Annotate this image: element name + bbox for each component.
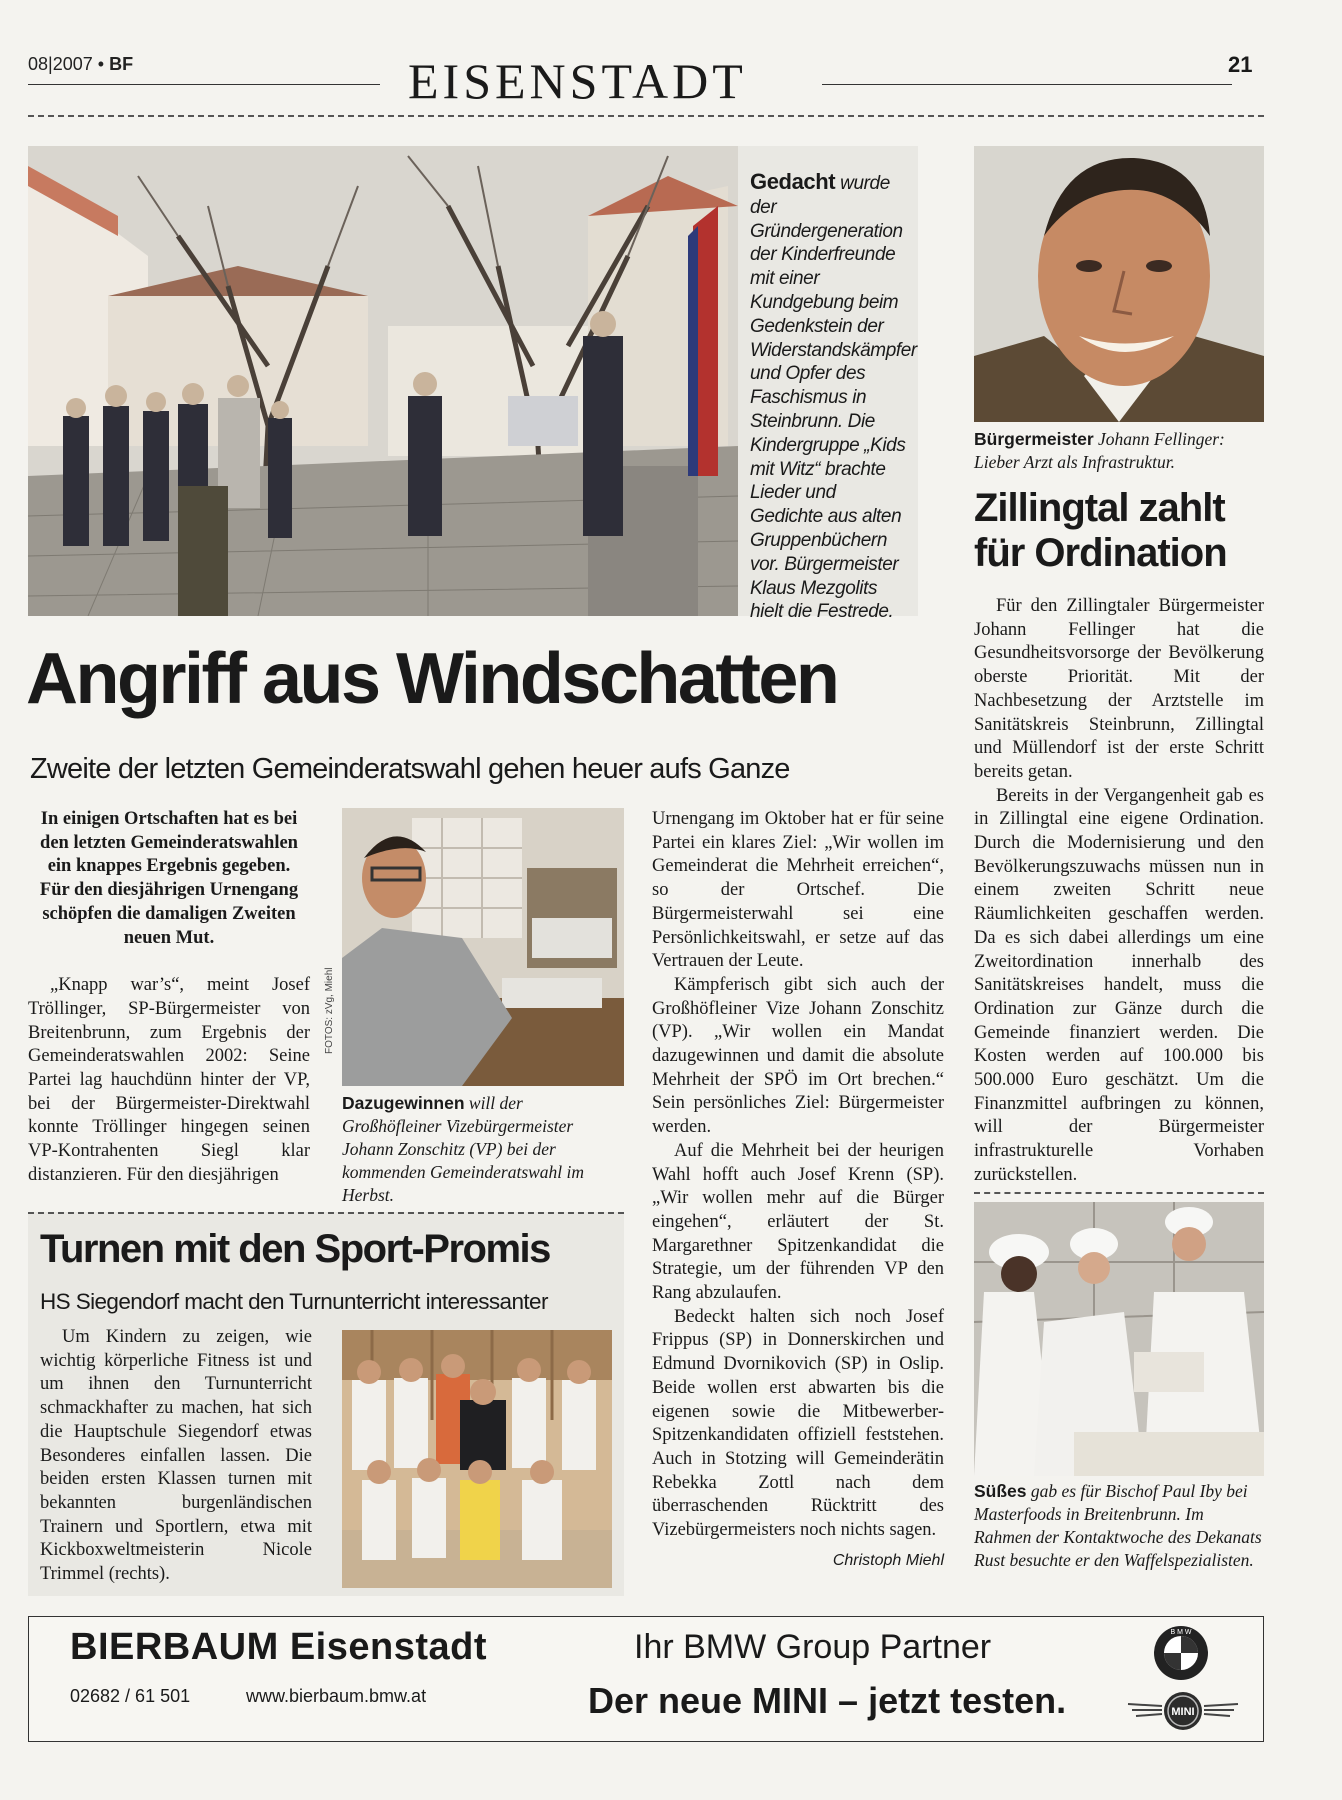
zonschitz-caption-bold: Dazugewinnen — [342, 1093, 465, 1113]
portrait-caption — [974, 428, 1264, 474]
computer-photo-drawing — [342, 808, 624, 1086]
masterfoods-caption-text: gab es für Bischof Paul Iby bei Masterfoods in Breitenbrunn. Im Rahmen der Kontaktwoche des Dekanats Rust besuchte er den Waffelspezialisten. — [974, 1481, 1262, 1570]
mini-logo-icon — [1124, 1690, 1242, 1734]
header-rule-right — [822, 84, 1232, 85]
memorial-caption-text: wurde der Gründergeneration der Kinderfreunde mit einer Kundgebung beim Gedenkstein der Widerstandskämpfer und Opfer des Faschismus in Steinbrunn. Die Kindergruppe „Kids mit Witz“ brachte Lieder und Gedichte aus alten Gruppenbüchern vor. Bürgermeister Klaus Mezgolits hielt die Festrede. — [750, 173, 917, 623]
sport-body — [40, 1326, 312, 1587]
main-paragraph-5: Bedeckt halten sich noch Josef Frippus (SP) in Donnerskirchen und Edmund Dvornikovich (SP) in Oslip. Beide wollen erst abwarten bis die eigenen sowie die Mitbewerber-Spitzenkandidaten offiziell feststehen. Auch in Stotzing will Gemeinderätin Rebekka Zottl nach dem überraschenden Rücktritt des Vizebürgermeisters noch nichts sagen. — [652, 1306, 944, 1541]
sport-paragraph: Um Kindern zu zeigen, wie wichtig körperliche Fitness ist und um ihnen den Turnunterricht schmackhafter zu machen, hat sich die Hauptschule Siegendorf etwas Besonderes einfallen lassen. Die beiden ersten Klassen turnen mit bekannten burgenländischen Trainern und Sportlern, etwa mit Kickboxweltmeisterin Nicole Trimmel (rechts). — [40, 1327, 312, 1585]
memorial-ceremony-photo — [28, 146, 738, 616]
masterfoods-caption — [974, 1480, 1264, 1572]
issue-bullet: • — [97, 54, 105, 74]
main-subhead: Zweite der letzten Gemeinderatswahl gehen heuer aufs Ganze — [30, 753, 790, 785]
portrait-caption-bold: Bürgermeister — [974, 429, 1094, 449]
sport-class-photo — [342, 1330, 612, 1588]
side-paragraph-1: Für den Zillingtaler Bürgermeister Johann Fellinger hat die Gesundheitsvorsorge der Bevölkerung oberste Priorität. Mit der Nachbesetzung der Arztstelle im Sanitätskreis Steinbrunn, Zillingtal und Müllendorf ist der erste Schritt bereits getan. — [974, 596, 1264, 782]
sport-subhead: HS Siegendorf macht den Turnunterricht interessanter — [40, 1289, 548, 1314]
header-divider — [28, 115, 1264, 117]
main-paragraph-1: „Knapp war’s“, meint Josef Tröllinger, SP-Bürgermeister von Breitenbrunn, zum Ergebnis der Gemeinderatswahlen 2002: Seine Partei lag hauchdünn hinter der VP, bei der Bürgermeister-Direktwahl konnte Tröllinger hingegen seinen VP-Kontrahenten Siegl klar distanzieren. Für den diesjährigen — [28, 975, 310, 1185]
zonschitz-caption — [342, 1092, 624, 1207]
memorial-photo-caption — [738, 146, 918, 623]
main-paragraph-4: Auf die Mehrheit bei der heurigen Wahl hofft auch Josef Krenn (SP). „Wir wollen mehr auf die Bürger eingehen“, erläutert der St. Margarethner Spitzenkandidat die Strategie, um der führenden VP den Rang abzulaufen. — [652, 1140, 944, 1304]
bmw-logo-icon — [1152, 1624, 1210, 1682]
side-article-body — [974, 595, 1264, 1188]
portrait-caption-text: Johann Fellinger: Lieber Arzt als Infrastruktur. — [974, 429, 1225, 472]
sport-headline: Turnen mit den Sport-Promis — [40, 1227, 550, 1271]
photo-credit: FOTOS: zVg, Miehl — [324, 967, 335, 1054]
author-byline: Christoph Miehl — [832, 1551, 944, 1569]
ad-website-link[interactable]: www.bierbaum.bmw.at — [246, 1686, 427, 1706]
mayor-portrait-photo — [974, 146, 1264, 422]
page-number: 21 — [1228, 52, 1253, 77]
section-title: EISENSTADT — [408, 53, 747, 109]
zonschitz-caption-text: will der Großhöfleiner Vizebürgermeister Johann Zonschitz (VP) bei der kommenden Gemeinderatswahl im Herbst. — [342, 1093, 585, 1205]
sport-photo-drawing — [342, 1330, 612, 1588]
header-rule-left — [28, 84, 380, 85]
zonschitz-computer-photo — [342, 808, 624, 1086]
main-paragraph-3: Kämpferisch gibt sich auch der Großhöfleiner Vize Johann Zonschitz (VP). „Wir wollen ein Mandat dazugewinnen und damit die absolute Mehrheit der SPÖ im Ort brechen.“ Sein persönliches Ziel: Bürgermeister werden. — [652, 974, 944, 1138]
main-headline: Angriff aus Windschatten — [26, 639, 838, 719]
masterfoods-caption-bold: Süßes — [974, 1481, 1027, 1501]
memorial-caption-bold: Gedacht — [750, 169, 836, 194]
portrait-drawing — [974, 146, 1264, 422]
ad-company-name: BIERBAUM Eisenstadt — [70, 1626, 487, 1668]
issue-info — [28, 54, 133, 75]
main-paragraph-2: Urnengang im Oktober hat er für seine Partei ein klares Ziel: „Wir wollen im Gemeinderat die Mehrheit erreichen“, so der Ortschef. Die Bürgermeisterwahl sei eine Persönlichkeitswahl, er setze auf das Vertrauen der Leute. — [652, 809, 944, 972]
ad-tagline: Ihr BMW Group Partner — [634, 1628, 992, 1666]
issue-number: 08|2007 — [28, 54, 93, 74]
mini-logo-text: MINI — [1171, 1706, 1195, 1718]
masterfoods-drawing — [974, 1202, 1264, 1476]
ad-phone: 02682 / 61 501 — [70, 1686, 191, 1706]
main-column-3 — [652, 808, 944, 1573]
ad-slogan: Der neue MINI – jetzt testen. — [588, 1680, 1067, 1721]
main-column-1 — [28, 808, 310, 1188]
masterfoods-visit-photo — [974, 1202, 1264, 1476]
bmw-logo-letters: B M W — [1170, 1629, 1192, 1636]
brand-logo: BF — [109, 54, 134, 74]
side-headline: Zillingtal zahlt für Ordination — [974, 486, 1227, 575]
main-lead: In einigen Ortschaften hat es bei den letzten Gemeinderatswahlen ein knappes Ergebnis gegeben. Für den diesjährigen Urnengang schöpfen die damaligen Zweiten neuen Mut. — [39, 809, 299, 948]
side-paragraph-2: Bereits in der Vergangenheit gab es in Zillingtal eine eigene Ordination. Durch die Modernisierung und den Bevölkerungszuwachs müssen nun in einem zweiten Schritt neue Räumlichkeiten geschaffen werden. Da es sich dabei allerdings um eine Zweitordination innerhalb des Sanitätskreises handelt, muss die Ordination zur Gänze durch die Gemeinde finanziert werden. Die Kosten werden auf 100.000 bis 500.000 Euro geschätzt. Um die Finanzmittel aufbringen zu können, will der Bürgermeister infrastrukturelle Vorhaben zurückstellen. — [974, 785, 1264, 1185]
memorial-photo-drawing — [28, 146, 738, 616]
side-divider — [974, 1192, 1264, 1194]
